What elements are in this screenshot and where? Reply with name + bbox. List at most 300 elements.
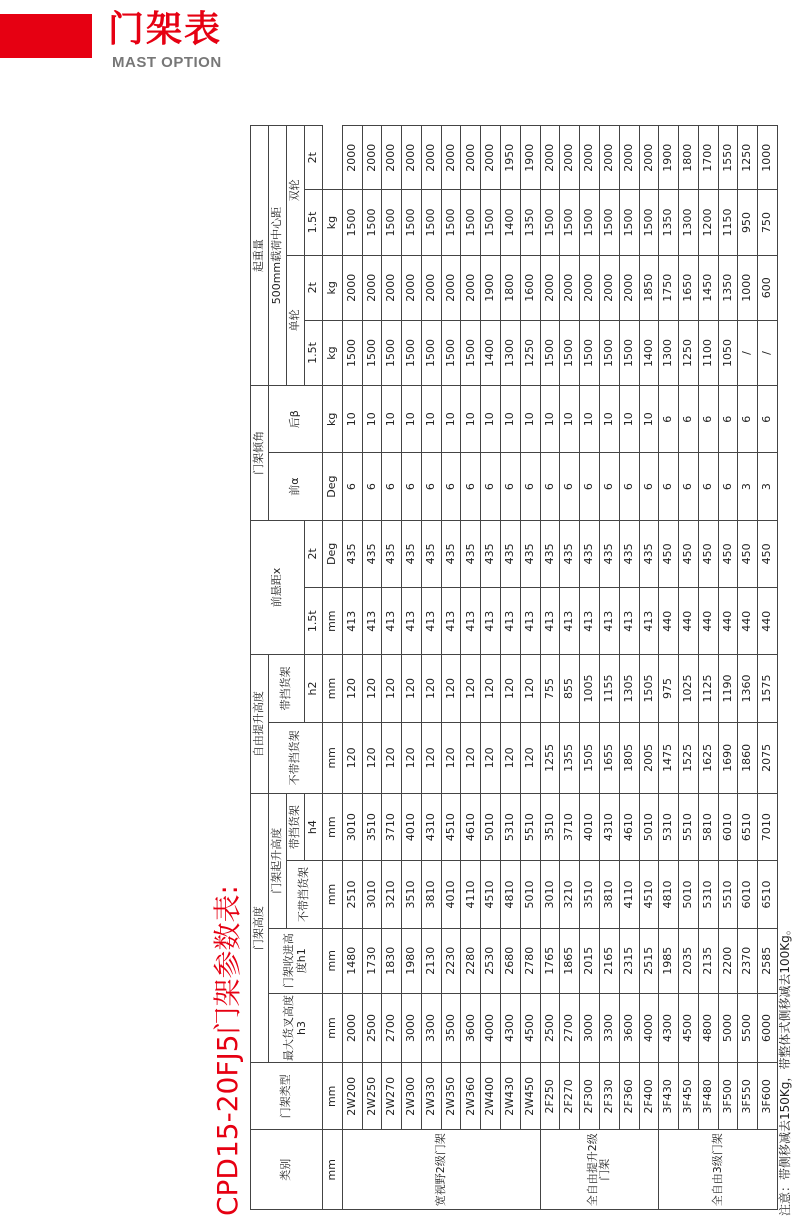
table-cell: 1125: [698, 655, 718, 722]
table-cell: 600: [758, 255, 778, 320]
mast-type-cell: 3F430: [659, 1063, 679, 1130]
table-cell: 4510: [441, 794, 461, 861]
footnote: 注意：带侧移减去150Kg，带整体式侧移减去100Kg。: [778, 923, 792, 1216]
mast-type-cell: 2W430: [501, 1063, 521, 1130]
mast-type-cell: 2W330: [421, 1063, 441, 1130]
table-cell: 1500: [481, 190, 501, 255]
table-cell: 435: [362, 520, 382, 587]
table-cell: 413: [441, 588, 461, 655]
header-tilt-forward: 前α: [269, 453, 323, 520]
table-cell: 2005: [639, 722, 659, 793]
table-cell: 1765: [540, 928, 560, 993]
table-cell: 2000: [402, 126, 422, 190]
table-cell: 3010: [540, 861, 560, 928]
table-cell: 1500: [560, 190, 580, 255]
table-cell: 1500: [599, 190, 619, 255]
header-front-overhang: 前悬距x: [251, 520, 305, 655]
table-cell: 2000: [421, 126, 441, 190]
table-cell: 413: [619, 588, 639, 655]
table-cell: 2680: [501, 928, 521, 993]
header-overhang-15t: 1.5t: [305, 588, 323, 655]
mast-type-cell: 3F550: [738, 1063, 758, 1130]
table-cell: 1250: [520, 320, 540, 385]
table-cell: 10: [481, 386, 501, 453]
table-row: [520, 126, 540, 1210]
units-cell: mm: [323, 1130, 343, 1210]
table-cell: 120: [461, 722, 481, 793]
table-cell: 435: [501, 520, 521, 587]
table-cell: 1155: [599, 655, 619, 722]
header-dual-15t: 1.5t: [305, 190, 323, 255]
table-cell: 1350: [718, 255, 738, 320]
table-cell: 6: [461, 453, 481, 520]
table-row: [599, 126, 619, 1210]
table-cell: 1000: [738, 255, 758, 320]
table-cell: 6: [659, 386, 679, 453]
header-load-center: 500mm载荷中心距: [269, 126, 287, 386]
table-row: [659, 126, 679, 1210]
table-cell: 2280: [461, 928, 481, 993]
table-row: [560, 126, 580, 1210]
table-cell: 120: [382, 655, 402, 722]
table-cell: 1800: [501, 255, 521, 320]
units-cell: mm: [323, 1063, 343, 1130]
category-cell: 全自由3级门架: [659, 1130, 778, 1210]
table-cell: 120: [481, 722, 501, 793]
table-cell: 2000: [342, 255, 362, 320]
table-cell: 10: [382, 386, 402, 453]
mast-table: [250, 125, 778, 1210]
table-cell: 413: [639, 588, 659, 655]
header-extended-with-backrest: 带挡货架: [287, 794, 305, 861]
table-cell: 1500: [421, 320, 441, 385]
table-cell: 10: [639, 386, 659, 453]
table-cell: 120: [441, 722, 461, 793]
mast-type-cell: 2W450: [520, 1063, 540, 1130]
table-cell: 2000: [619, 126, 639, 190]
table-cell: 1500: [362, 320, 382, 385]
table-row: [718, 126, 738, 1210]
table-cell: 120: [441, 655, 461, 722]
table-cell: 6510: [738, 794, 758, 861]
table-row: [501, 126, 521, 1210]
table-cell: 120: [501, 655, 521, 722]
table-cell: 975: [659, 655, 679, 722]
table-cell: 413: [481, 588, 501, 655]
table-cell: 2000: [560, 126, 580, 190]
category-cell: 全自由提升2级门架: [540, 1130, 659, 1210]
table-cell: 2000: [362, 126, 382, 190]
table-row: [342, 126, 362, 1210]
table-row: [421, 126, 441, 1210]
table-row: [698, 126, 718, 1210]
table-cell: 4800: [698, 993, 718, 1062]
table-cell: 1190: [718, 655, 738, 722]
table-cell: 1475: [659, 722, 679, 793]
table-cell: 435: [540, 520, 560, 587]
table-row: [461, 126, 481, 1210]
units-cell: kg: [323, 255, 343, 320]
mast-type-cell: 2F400: [639, 1063, 659, 1130]
page-title: 门架表: [108, 9, 223, 50]
units-cell: kg: [323, 320, 343, 385]
table-cell: 5510: [718, 861, 738, 928]
table-cell: 1500: [382, 190, 402, 255]
table-cell: 435: [382, 520, 402, 587]
header-capacity: 起重量: [251, 126, 269, 386]
table-cell: 10: [540, 386, 560, 453]
table-cell: 1350: [659, 190, 679, 255]
table-cell: 413: [501, 588, 521, 655]
table-cell: 2000: [362, 255, 382, 320]
table-cell: 2000: [441, 126, 461, 190]
table-cell: 1025: [679, 655, 699, 722]
category-cell: 宽视野2级门架: [342, 1130, 540, 1210]
table-cell: 120: [402, 722, 422, 793]
table-cell: 6: [540, 453, 560, 520]
table-cell: 6: [501, 453, 521, 520]
table-cell: 435: [441, 520, 461, 587]
mast-type-cell: 2W270: [382, 1063, 402, 1130]
table-cell: 3000: [580, 993, 600, 1062]
table-cell: 1500: [540, 320, 560, 385]
table-cell: 2200: [718, 928, 738, 993]
table-cell: 4610: [619, 794, 639, 861]
table-cell: 1050: [718, 320, 738, 385]
table-cell: 2780: [520, 928, 540, 993]
table-cell: 1690: [718, 722, 738, 793]
units-cell: mm: [323, 993, 343, 1062]
table-cell: 750: [758, 190, 778, 255]
table-row: [738, 126, 758, 1210]
table-cell: 3510: [540, 794, 560, 861]
table-cell: 1600: [520, 255, 540, 320]
table-cell: 5010: [520, 861, 540, 928]
table-cell: 1625: [698, 722, 718, 793]
mast-type-cell: 2F270: [560, 1063, 580, 1130]
table-cell: 3510: [580, 861, 600, 928]
table-cell: 6: [659, 453, 679, 520]
table-cell: 120: [520, 655, 540, 722]
header-single-15t: 1.5t: [305, 320, 323, 385]
table-cell: 413: [599, 588, 619, 655]
table-cell: 1500: [441, 190, 461, 255]
table-cell: 4010: [402, 794, 422, 861]
table-cell: 1805: [619, 722, 639, 793]
table-cell: 1900: [481, 255, 501, 320]
table-cell: 2315: [619, 928, 639, 993]
table-cell: 3710: [382, 794, 402, 861]
table-cell: 4110: [619, 861, 639, 928]
table-cell: 10: [461, 386, 481, 453]
table-cell: 1800: [679, 126, 699, 190]
table-cell: 2000: [382, 126, 402, 190]
table-cell: 450: [758, 520, 778, 587]
table-cell: 1900: [520, 126, 540, 190]
mast-type-cell: 2W350: [441, 1063, 461, 1130]
mast-type-cell: 3F480: [698, 1063, 718, 1130]
header-mast-type: 门架类型: [251, 1063, 323, 1130]
table-cell: 120: [362, 722, 382, 793]
table-cell: 120: [481, 655, 501, 722]
table-cell: /: [738, 320, 758, 385]
header-lowered-height: 门架收进高度h1: [269, 928, 323, 993]
table-cell: 1500: [342, 190, 362, 255]
table-cell: 3010: [342, 794, 362, 861]
table-cell: 6: [758, 386, 778, 453]
mast-type-cell: 2F330: [599, 1063, 619, 1130]
table-row: [481, 126, 501, 1210]
table-cell: 1550: [718, 126, 738, 190]
table-cell: 450: [718, 520, 738, 587]
table-cell: 1500: [540, 190, 560, 255]
table-row: [540, 126, 560, 1210]
units-cell: Deg: [323, 520, 343, 587]
table-cell: 6010: [738, 861, 758, 928]
table-cell: 4610: [461, 794, 481, 861]
table-cell: 1300: [659, 320, 679, 385]
table-cell: 450: [738, 520, 758, 587]
units-cell: mm: [323, 794, 343, 861]
table-cell: 6: [362, 453, 382, 520]
table-cell: 3510: [402, 861, 422, 928]
table-cell: 6010: [718, 794, 738, 861]
table-cell: 2000: [342, 993, 362, 1062]
table-cell: 6000: [758, 993, 778, 1062]
table-cell: 435: [580, 520, 600, 587]
table-cell: 1450: [698, 255, 718, 320]
table-cell: 2075: [758, 722, 778, 793]
table-cell: 1500: [639, 190, 659, 255]
table-cell: 2000: [540, 255, 560, 320]
table-cell: 1980: [402, 928, 422, 993]
header-extended-no-backrest: 不带挡货架: [287, 861, 323, 928]
header-free-lift-no-backrest: 不带挡货架: [269, 722, 323, 793]
mast-type-cell: 2F360: [619, 1063, 639, 1130]
table-cell: 1250: [738, 126, 758, 190]
table-cell: 3: [738, 453, 758, 520]
table-cell: 120: [501, 722, 521, 793]
table-cell: 3300: [599, 993, 619, 1062]
table-cell: 4510: [639, 861, 659, 928]
table-cell: 2000: [560, 255, 580, 320]
table-cell: 413: [342, 588, 362, 655]
table-cell: 6: [402, 453, 422, 520]
table-cell: 1400: [639, 320, 659, 385]
table-cell: 3000: [402, 993, 422, 1062]
table-cell: 10: [421, 386, 441, 453]
header-free-lift-with-backrest: 带挡货架: [269, 655, 305, 722]
table-cell: 4310: [421, 794, 441, 861]
table-cell: 450: [698, 520, 718, 587]
table-cell: 1575: [758, 655, 778, 722]
table-row: [679, 126, 699, 1210]
table-cell: 6: [342, 453, 362, 520]
table-cell: 1500: [599, 320, 619, 385]
table-cell: 4810: [659, 861, 679, 928]
mast-type-cell: 2W200: [342, 1063, 362, 1130]
table-cell: 2500: [362, 993, 382, 1062]
units-cell: mm: [323, 655, 343, 722]
mast-type-cell: 2W400: [481, 1063, 501, 1130]
table-cell: 4810: [501, 861, 521, 928]
table-cell: 6: [599, 453, 619, 520]
table-cell: 1505: [580, 722, 600, 793]
mast-type-cell: 2W300: [402, 1063, 422, 1130]
brand-red-bar: [0, 14, 92, 58]
table-cell: 435: [520, 520, 540, 587]
mast-type-cell: 3F450: [679, 1063, 699, 1130]
table-cell: 3210: [382, 861, 402, 928]
table-cell: 1500: [560, 320, 580, 385]
table-cell: 3210: [560, 861, 580, 928]
mast-type-cell: 3F600: [758, 1063, 778, 1130]
table-cell: 4300: [659, 993, 679, 1062]
table-cell: 1000: [758, 126, 778, 190]
table-cell: 1500: [441, 320, 461, 385]
table-cell: 1860: [738, 722, 758, 793]
table-cell: 435: [560, 520, 580, 587]
table-cell: 2515: [639, 928, 659, 993]
table-row: [580, 126, 600, 1210]
table-cell: 6: [580, 453, 600, 520]
table-cell: 120: [421, 722, 441, 793]
table-cell: 4000: [639, 993, 659, 1062]
table-cell: 4310: [599, 794, 619, 861]
table-cell: 1505: [639, 655, 659, 722]
table-cell: 120: [362, 655, 382, 722]
table-cell: 1500: [461, 190, 481, 255]
table-cell: 2000: [599, 255, 619, 320]
table-cell: 1500: [342, 320, 362, 385]
table-cell: 435: [481, 520, 501, 587]
table-cell: 2015: [580, 928, 600, 993]
table-cell: 5310: [501, 794, 521, 861]
table-cell: 440: [698, 588, 718, 655]
table-cell: 5500: [738, 993, 758, 1062]
table-cell: 6: [698, 386, 718, 453]
table-cell: 3600: [461, 993, 481, 1062]
table-cell: 1480: [342, 928, 362, 993]
table-cell: 1830: [382, 928, 402, 993]
table-cell: 2370: [738, 928, 758, 993]
table-cell: 1500: [580, 320, 600, 385]
table-cell: 1255: [540, 722, 560, 793]
mast-table-container: [250, 125, 778, 1210]
table-cell: 1500: [402, 320, 422, 385]
header-overhang-2t: 2t: [305, 520, 323, 587]
table-cell: 10: [580, 386, 600, 453]
table-row: [639, 126, 659, 1210]
header-h4: h4: [305, 794, 323, 861]
table-cell: 10: [402, 386, 422, 453]
table-cell: 10: [619, 386, 639, 453]
table-cell: 1525: [679, 722, 699, 793]
table-cell: 1500: [580, 190, 600, 255]
table-cell: 435: [639, 520, 659, 587]
table-cell: 2165: [599, 928, 619, 993]
table-cell: 1985: [659, 928, 679, 993]
table-cell: 1730: [362, 928, 382, 993]
table-cell: 2000: [481, 126, 501, 190]
table-cell: 2000: [461, 255, 481, 320]
table-cell: 2510: [342, 861, 362, 928]
table-cell: 1305: [619, 655, 639, 722]
table-cell: 2000: [580, 126, 600, 190]
table-cell: 2000: [599, 126, 619, 190]
table-cell: 435: [421, 520, 441, 587]
table-cell: 5010: [679, 861, 699, 928]
table-cell: 440: [679, 588, 699, 655]
header-dual-2t: 2t: [305, 126, 323, 190]
header-mast-height: 门架高度: [251, 794, 269, 1063]
table-cell: 120: [342, 722, 362, 793]
units-cell: Deg: [323, 453, 343, 520]
table-cell: 6: [718, 386, 738, 453]
table-cell: 2230: [441, 928, 461, 993]
table-cell: 413: [540, 588, 560, 655]
table-cell: 2000: [421, 255, 441, 320]
table-cell: 120: [421, 655, 441, 722]
table-cell: 10: [362, 386, 382, 453]
table-cell: 6: [718, 453, 738, 520]
table-cell: 4000: [481, 993, 501, 1062]
table-cell: 855: [560, 655, 580, 722]
table-cell: 120: [520, 722, 540, 793]
table-title: CPD15-20FJ5门架参数表:: [211, 885, 244, 1216]
table-cell: 1300: [679, 190, 699, 255]
header-tilt-backward: 后β: [269, 386, 323, 453]
table-cell: 413: [560, 588, 580, 655]
table-cell: 440: [659, 588, 679, 655]
table-body: [323, 126, 778, 1210]
header-free-lift: 自由提升高度: [251, 655, 269, 794]
table-cell: 2000: [540, 126, 560, 190]
table-cell: 1250: [679, 320, 699, 385]
table-cell: 1150: [718, 190, 738, 255]
table-cell: 1500: [362, 190, 382, 255]
header-tilt: 门架倾角: [251, 386, 269, 521]
table-cell: 755: [540, 655, 560, 722]
table-cell: 2035: [679, 928, 699, 993]
table-cell: 2530: [481, 928, 501, 993]
table-cell: 1700: [698, 126, 718, 190]
table-cell: 120: [461, 655, 481, 722]
table-cell: 6: [441, 453, 461, 520]
table-cell: 450: [659, 520, 679, 587]
table-cell: 1655: [599, 722, 619, 793]
table-cell: 3810: [599, 861, 619, 928]
units-cell: mm: [323, 928, 343, 993]
table-cell: 435: [402, 520, 422, 587]
table-cell: 2700: [560, 993, 580, 1062]
header-extended-height: 门架起升高度: [269, 794, 287, 929]
mast-type-cell: 2F250: [540, 1063, 560, 1130]
table-cell: 413: [362, 588, 382, 655]
header-h2: h2: [305, 655, 323, 722]
table-cell: 2130: [421, 928, 441, 993]
table-cell: 5310: [659, 794, 679, 861]
table-cell: /: [758, 320, 778, 385]
mast-type-cell: 2F300: [580, 1063, 600, 1130]
header-single-2t: 2t: [305, 255, 323, 320]
table-cell: 5510: [520, 794, 540, 861]
table-row: [362, 126, 382, 1210]
units-cell: mm: [323, 861, 343, 928]
table-cell: 5010: [481, 794, 501, 861]
table-cell: 1850: [639, 255, 659, 320]
table-cell: 2000: [402, 255, 422, 320]
